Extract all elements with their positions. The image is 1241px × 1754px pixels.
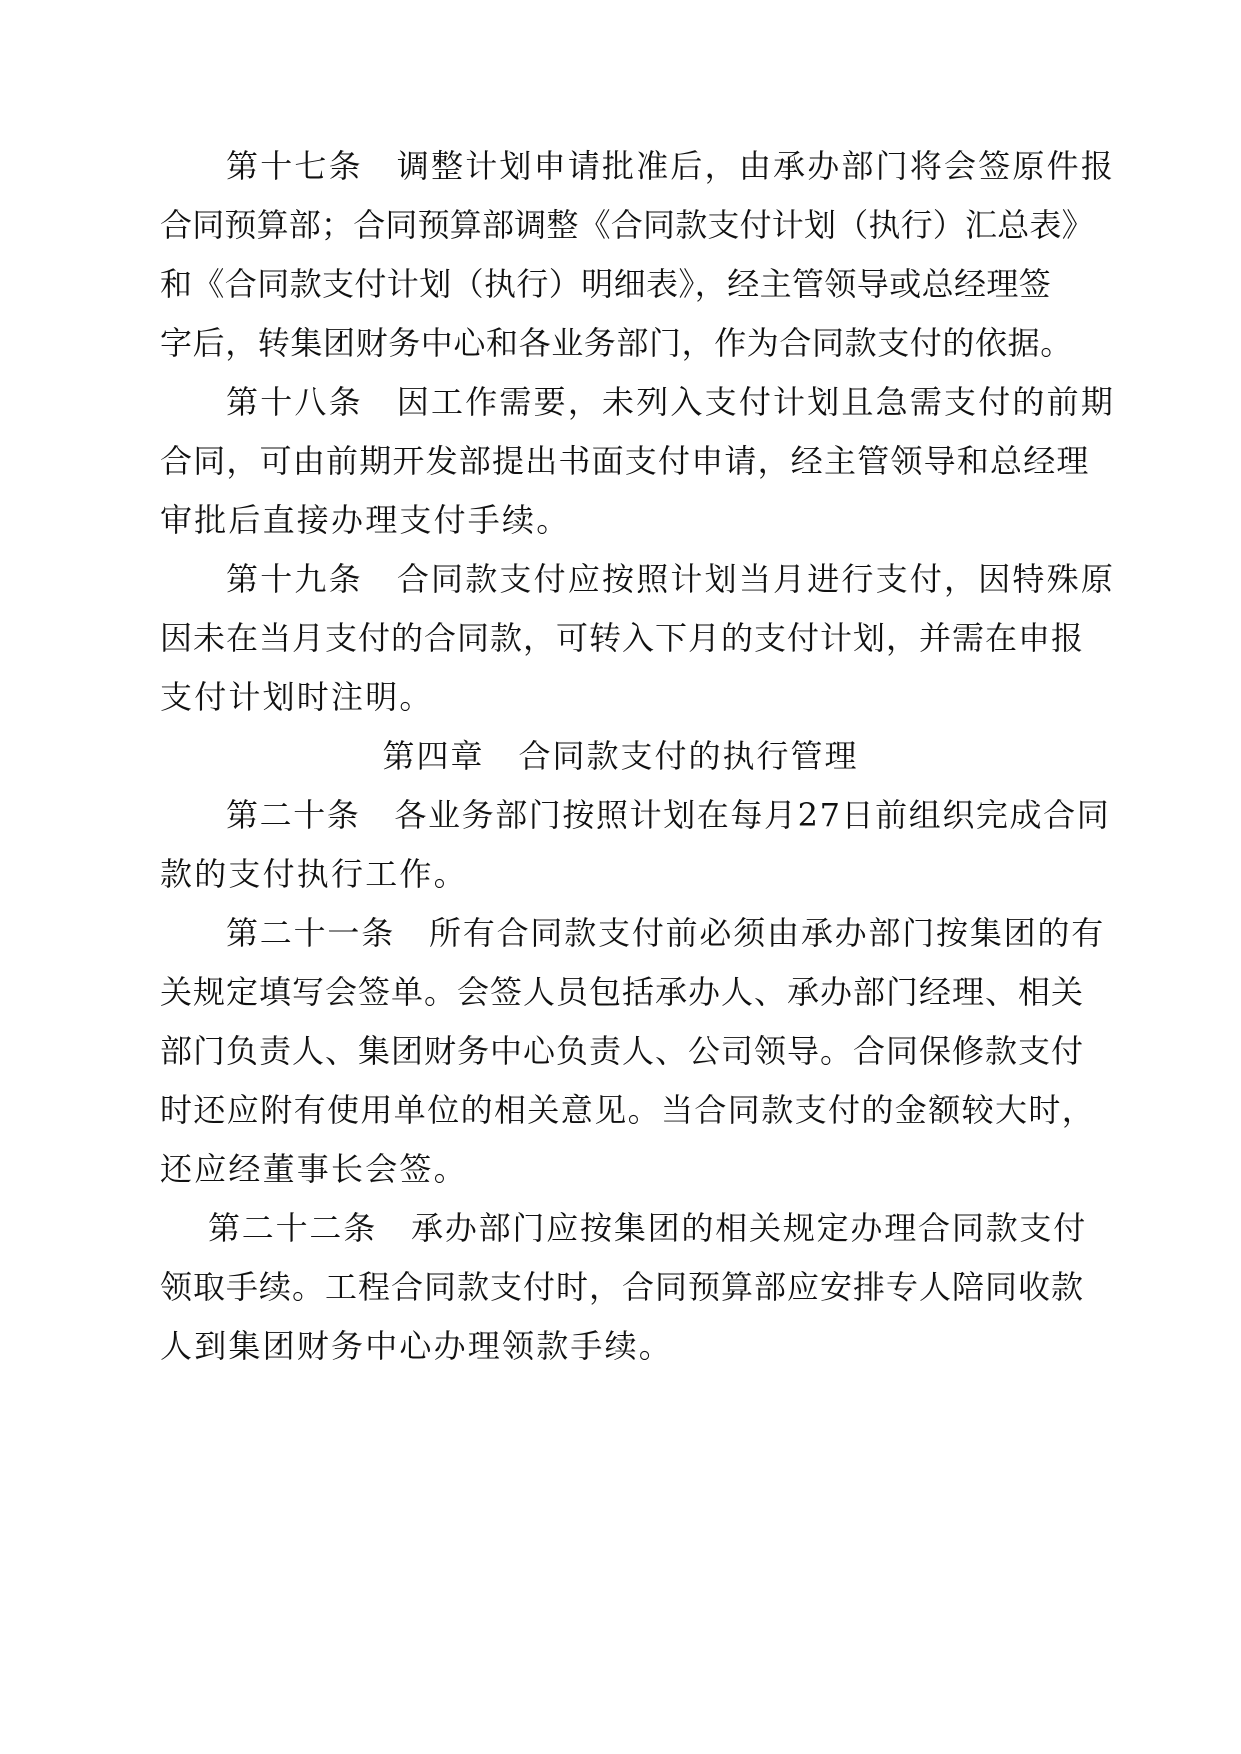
article-22-line-2: 领取手续。工程合同款支付时，合同预算部应安排专人陪同收款 [160, 1268, 1085, 1306]
article-21-line-3: 部门负责人、集团财务中心负责人、公司领导。合同保修款支付 [160, 1032, 1085, 1070]
article-22-line-1 [208, 1208, 1090, 1248]
article-21-line-1 [226, 913, 1106, 953]
article-17-line-1 [226, 146, 1116, 186]
article-21-label: 第二十一条 [226, 914, 396, 952]
article-22-label: 第二十二条 [208, 1209, 378, 1247]
article-19-label: 第十九条 [226, 560, 363, 598]
article-19-text: 合同款支付应按照计划当月进行支付，因特殊原 [396, 560, 1116, 598]
article-20-line-1 [226, 795, 1111, 835]
article-17-text: 调整计划申请批准后，由承办部门将会签原件报 [396, 147, 1116, 185]
article-17-label: 第十七条 [226, 147, 363, 185]
article-17-line-3: 和《合同款支付计划（执行）明细表》，经主管领导或总经理签 [160, 265, 1052, 303]
chapter-4-heading: 第四章 合同款支付的执行管理 [382, 737, 859, 775]
article-21-text: 所有合同款支付前必须由承办部门按集团的有 [429, 914, 1106, 952]
article-20-line-2: 款的支付执行工作。 [160, 855, 468, 893]
article-18-line-1 [226, 382, 1116, 422]
article-21-line-5: 还应经董事长会签。 [160, 1150, 468, 1188]
article-20-text: 各业务部门按照计划在每月27日前组织完成合同 [394, 796, 1111, 834]
article-21-line-2: 关规定填写会签单。会签人员包括承办人、承办部门经理、相关 [160, 973, 1085, 1011]
article-17-line-4: 字后，转集团财务中心和各业务部门，作为合同款支付的依据。 [160, 324, 1073, 362]
article-19-line-2: 因未在当月支付的合同款，可转入下月的支付计划，并需在申报 [160, 619, 1085, 657]
article-18-text: 因工作需要，未列入支付计划且急需支付的前期 [396, 383, 1116, 421]
article-22-text: 承办部门应按集团的相关规定办理合同款支付 [411, 1209, 1088, 1247]
article-19-line-1 [226, 559, 1116, 599]
article-18-label: 第十八条 [226, 383, 363, 421]
article-21-line-4: 时还应附有使用单位的相关意见。当合同款支付的金额较大时， [160, 1091, 1096, 1129]
article-18-line-2: 合同，可由前期开发部提出书面支付申请，经主管领导和总经理 [160, 442, 1090, 480]
article-17-line-2: 合同预算部；合同预算部调整《合同款支付计划（执行）汇总表》 [160, 206, 1094, 244]
article-19-line-3: 支付计划时注明。 [160, 678, 434, 716]
article-22-line-3: 人到集团财务中心办理领款手续。 [160, 1327, 674, 1365]
article-18-line-3: 审批后直接办理支付手续。 [160, 501, 571, 539]
article-20-label: 第二十条 [226, 796, 361, 834]
